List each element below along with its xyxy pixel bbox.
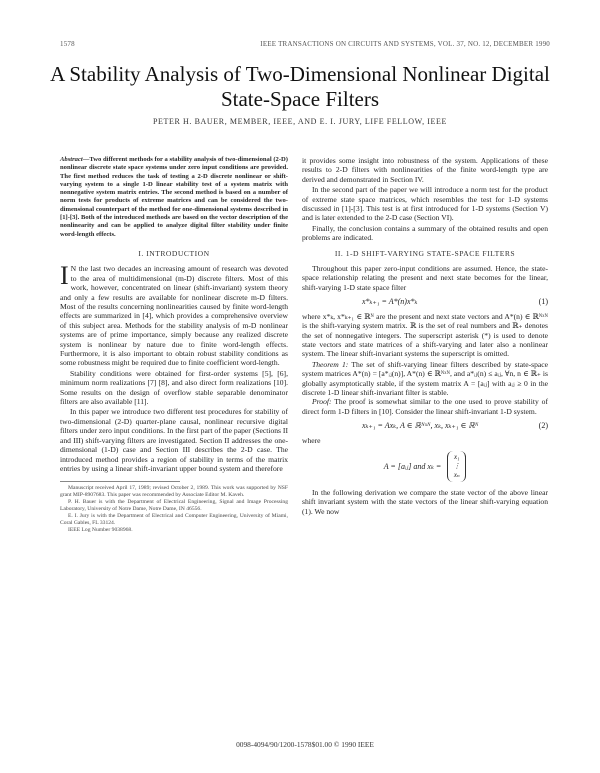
proof — [302, 397, 548, 416]
proof-label: Proof: — [312, 397, 332, 407]
paper-authors: PETER H. BAUER, MEMBER, IEEE, AND E. I. JURY, LIFE FELLOW, IEEE — [152, 117, 448, 126]
equation-2 — [302, 421, 548, 430]
right-paragraph-2: In the second part of the paper we will introduce a norm test for the product of extreme state space matrices, which resembles the test for 1-D systems discussed in [1]-[3]. This test is at first introduced for 1-D systems (Section V) and is later extended to the 2-D case (Section VI). — [302, 185, 548, 223]
state-vector-top: x₁ — [454, 452, 460, 461]
abstract-text: Two different methods for a stability analysis of two-dimensional (2-D) nonlinear discrete state space systems under zero input conditions are provided. The first method reduces the task of testing a 2-D discrete nonlinear or shift-varying system to a single 1-D linear stability test of a system matrix with nonnegative system matrix entries. The second method is based on a number of norm tests for products of extreme matrices and can be considered the two-dimensional counterpart of the method for one-dimensional systems described in [1]-[3]. Both of the introduced methods are based on the vector description of the nonlinearity and can be applied to analyze digital filter stability under finite word-length effects. — [60, 156, 288, 238]
intro-paragraph-1 — [60, 261, 288, 368]
theorem-label: Theorem 1: — [312, 359, 349, 369]
paper-title: A Stability Analysis of Two-Dimensional Nonlinear Digital State-Space Filters — [50, 62, 550, 111]
equation-2-body: xₖ₊₁ = Axₖ, A ∈ ℝᴺˣᴺ, xₖ, xₖ₊₁ ∈ ℝᴺ — [362, 421, 479, 431]
footnotes — [60, 481, 288, 534]
intro-paragraph-1-text: N the last two decades an increasing amount of research was devoted to the area of multidimensional (m-D) discrete filters. Most of this work, however, concentrated on linear (shift-invariant) system theory and only a few results are available for nonlinear discrete m-D filters. Most of the results concerning nonlinearities caused by finite word-length effects are summarized in [4], which provides a comprehensive overview of this subject area. Methods for the stability analysis of m-D nonlinear systems are of prime importance, simply because any realized discrete system is nonlinear by nature due to finite word-length effects. Furthermore, it is also important to obtain robust stability conditions as some robustness might be required due to finite coefficient word-length. — [60, 264, 288, 368]
equation-1 — [302, 297, 548, 306]
running-head: IEEE TRANSACTIONS ON CIRCUITS AND SYSTEMS, VOL. 37, NO. 12, DECEMBER 1990 — [260, 40, 550, 48]
page-number: 1578 — [60, 40, 75, 48]
abstract-label: Abstract — [60, 156, 83, 163]
matrix-definition — [302, 451, 548, 482]
footnote-author-jury: E. I. Jury is with the Department of Electrical and Computer Engineering, University of Miami, Coral Gables, FL 33124. — [60, 513, 288, 527]
where-text: where — [302, 435, 321, 445]
theorem-text: The set of shift-varying linear filters described by state-space system matrices A*(n) = [a*ᵢⱼ(n)], A*(n) ∈ ℝᴺˣᴺ, and a*ᵢⱼ(n) ≤ aᵢⱼ, ∀n, n ∈ ℝ₊ is globally asymptotically stable, if the system matrix A = [aᵢⱼ] with aᵢⱼ ≥ 0 in the discrete 1-D linear shift-invariant filter is stable. — [302, 359, 548, 397]
section-heading-intro: I. INTRODUCTION — [138, 248, 210, 258]
equation-1-body: x*ₖ₊₁ = A*(n)x*ₖ — [362, 297, 418, 307]
equation-2-number: (2) — [538, 421, 548, 431]
state-vector-bottom: xₙ — [453, 470, 460, 479]
copyright-line: 0098-4094/90/1200-1578$01.00 © 1990 IEEE — [236, 740, 374, 749]
footnote-author-bauer: P. H. Bauer is with the Department of Electrical Engineering, Signal and Image Processing Laboratory, University of Notre Dame, Notre Dame, IN 46556. — [60, 499, 288, 513]
footnote-manuscript: Manuscript received April 17, 1989; revised October 2, 1989. This work was supported by NSF grant MIP-8907683. This paper was recommended by Associate Editor M. Kaveh. — [60, 485, 288, 499]
matrix-definition-text: A = [aᵢⱼ] and xₖ = — [383, 461, 442, 471]
state-vector-dots: ⋮ — [453, 461, 461, 470]
section2-paragraph-2: where x*ₖ, x*ₖ₊₁ ∈ ℝᴺ are the present and next state vectors and A*(n) ∈ ℝᴺˣᴺ is the shift-varying system matrix. ℝ is the set of real numbers and ℝ₊ denotes the set of nonnegative integers. The superscript asterisk (*) is used to denote state vectors and state matrices of a shift-varying and later also a nonlinear system. The linear shift-invariant systems the superscript is omitted. — [302, 311, 548, 359]
right-paragraph-1: it provides some insight into robustness of the system. Applications of these results to 2-D filters with nonlinearities of the finite word-length type are derived and demonstrated in Section IV. — [302, 156, 548, 184]
left-column — [60, 156, 288, 534]
equation-1-number: (1) — [538, 297, 548, 307]
abstract: Abstract—Two different methods for a stability analysis of two-dimensional (2-D) nonlinear discrete state space systems under zero input conditions are provided. The first method reduces the task of testing a 2-D discrete nonlinear or shift-varying system to a single 1-D linear stability test of a system matrix with nonnegative system matrix entries. The second method is based on a number of norm tests for products of extreme matrices and can be considered the two-dimensional counterpart of the method for one-dimensional systems described in [1]-[3]. Both of the introduced methods are based on the vector description of the nonlinearity and can be applied to analyze digital filter stability under finite word-length effects. — [60, 156, 288, 238]
right-paragraph-3: Finally, the conclusion contains a summary of the obtained results and open problems are indicated. — [302, 223, 548, 243]
state-vector — [447, 451, 466, 482]
theorem-1 — [302, 360, 548, 398]
footnote-log-number: IEEE Log Number 9038968. — [68, 527, 133, 534]
right-final-paragraph: In the following derivation we compare the state vector of the above linear shift invariant system with the state vectors of the linear shift-varying equation (1). We now — [302, 487, 548, 516]
proof-text: The proof is somewhat similar to the one used to prove stability of direct form 1-D filters in [10]. Consider the linear shift-invariant 1-D system. — [302, 397, 548, 416]
right-column — [302, 156, 548, 517]
section-heading-2: II. 1-D SHIFT-VARYING STATE-SPACE FILTERS — [334, 248, 516, 258]
section2-paragraph-1: Throughout this paper zero-input conditions are assumed. Hence, the state-space relationship relating the present and next state becomes for the linear, shift-varying 1-D state space filter — [302, 264, 548, 292]
intro-paragraph-3: In this paper we introduce two different test procedures for stability of two-dimensional (2-D) quarter-plane causal, nonlinear recursive digital filters under zero input conditions. In the first part of the paper (Sections II and III) shift-varying filters are investigated. Section II addresses the one-dimensional (1-D) case and Section III describes the 2-D case. The introduced method provides a region of stability in terms of the matrix entries by using a linear shift-invariant upper bound system and therefore — [60, 407, 288, 473]
intro-paragraph-2: Stability conditions were obtained for first-order systems [5], [6], minimum norm realizations [7] [8], and also direct form realizations [10]. Some results on the design of overflow stable separable denominator filters are also available [11]. — [60, 368, 288, 407]
drop-cap: I — [60, 261, 69, 291]
